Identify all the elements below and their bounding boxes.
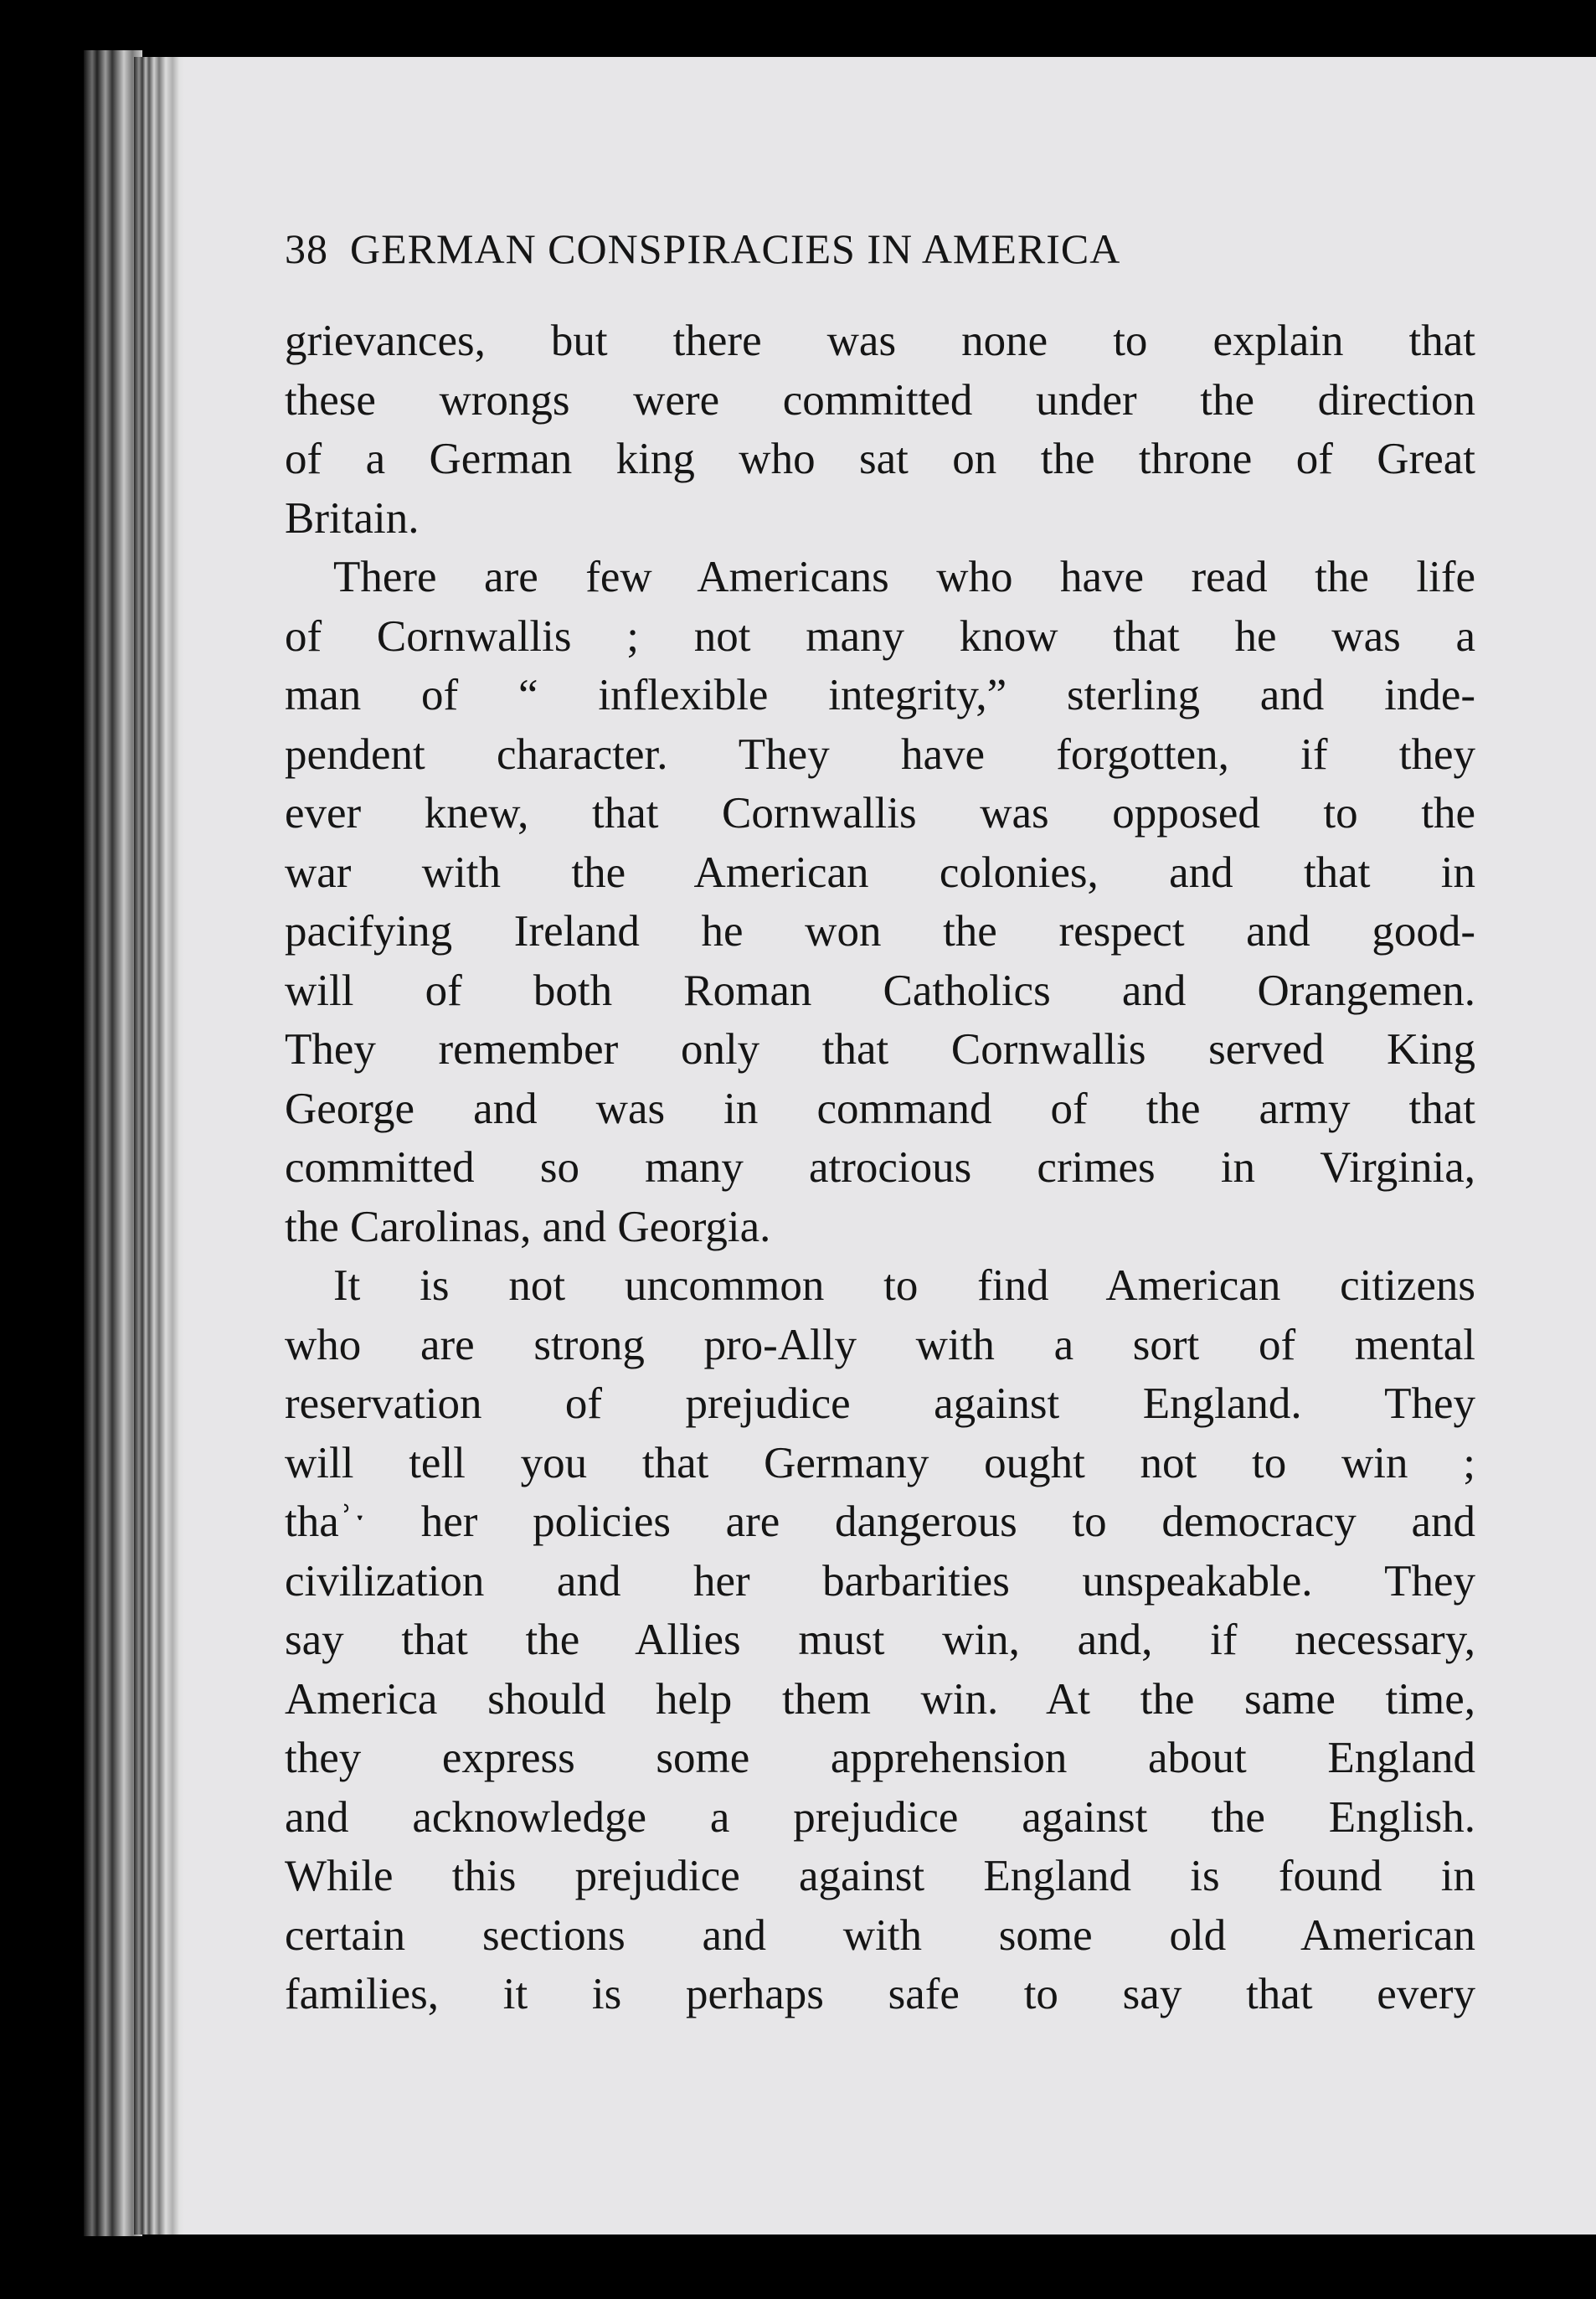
page-number: 38 (285, 225, 328, 272)
text-line: thaʾˑ her policies are dangerous to democracy and (285, 1497, 1475, 1546)
text-line: of a German king who sat on the throne of Great (285, 435, 1475, 483)
text-line: Britain. (285, 493, 420, 543)
text-line: It is not uncommon to find American citizens (333, 1261, 1475, 1310)
text-line: will tell you that Germany ought not to win ; (285, 1438, 1475, 1487)
text-line: reservation of prejudice against England. They (285, 1379, 1475, 1428)
text-line: pacifying Ireland he won the respect and good- (285, 907, 1475, 956)
text-line: America should help them win. At the same time, (285, 1674, 1475, 1724)
text-line: committed so many atrocious crimes in Virginia, (285, 1143, 1475, 1192)
text-line: They remember only that Cornwallis served King (285, 1025, 1475, 1074)
page-gutter-edge (134, 57, 184, 2235)
text-line: pendent character. They have forgotten, if they (285, 729, 1475, 779)
text-line: war with the American colonies, and that in (285, 848, 1475, 897)
body-text (285, 312, 1475, 2024)
text-line: man of “ inflexible integrity,” sterling and inde- (285, 671, 1475, 719)
text-line: There are few Americans who have read the life (333, 553, 1475, 601)
text-line: While this prejudice against England is found in (285, 1852, 1475, 1900)
text-line: these wrongs were committed under the direction (285, 375, 1475, 425)
running-header (285, 224, 1490, 273)
text-line: civilization and her barbarities unspeakable. They (285, 1556, 1475, 1606)
text-line: who are strong pro-Ally with a sort of mental (285, 1320, 1475, 1369)
text-line: say that the Allies must win, and, if necessary, (285, 1616, 1475, 1664)
text-line: families, it is perhaps safe to say that every (285, 1970, 1475, 2018)
text-line: they express some apprehension about England (285, 1734, 1475, 1782)
text-line: ever knew, that Cornwallis was opposed to the (285, 789, 1475, 838)
running-title: GERMAN CONSPIRACIES IN AMERICA (350, 225, 1121, 272)
text-line: George and was in command of the army that (285, 1084, 1475, 1133)
text-line: certain sections and with some old American (285, 1910, 1475, 1960)
text-line: and acknowledge a prejudice against the English. (285, 1792, 1475, 1842)
text-line: the Carolinas, and Georgia. (285, 1202, 771, 1251)
text-line: will of both Roman Catholics and Orangemen. (285, 966, 1475, 1015)
text-line: of Cornwallis ; not many know that he was a (285, 611, 1475, 661)
text-line: grievances, but there was none to explain that (285, 317, 1475, 365)
